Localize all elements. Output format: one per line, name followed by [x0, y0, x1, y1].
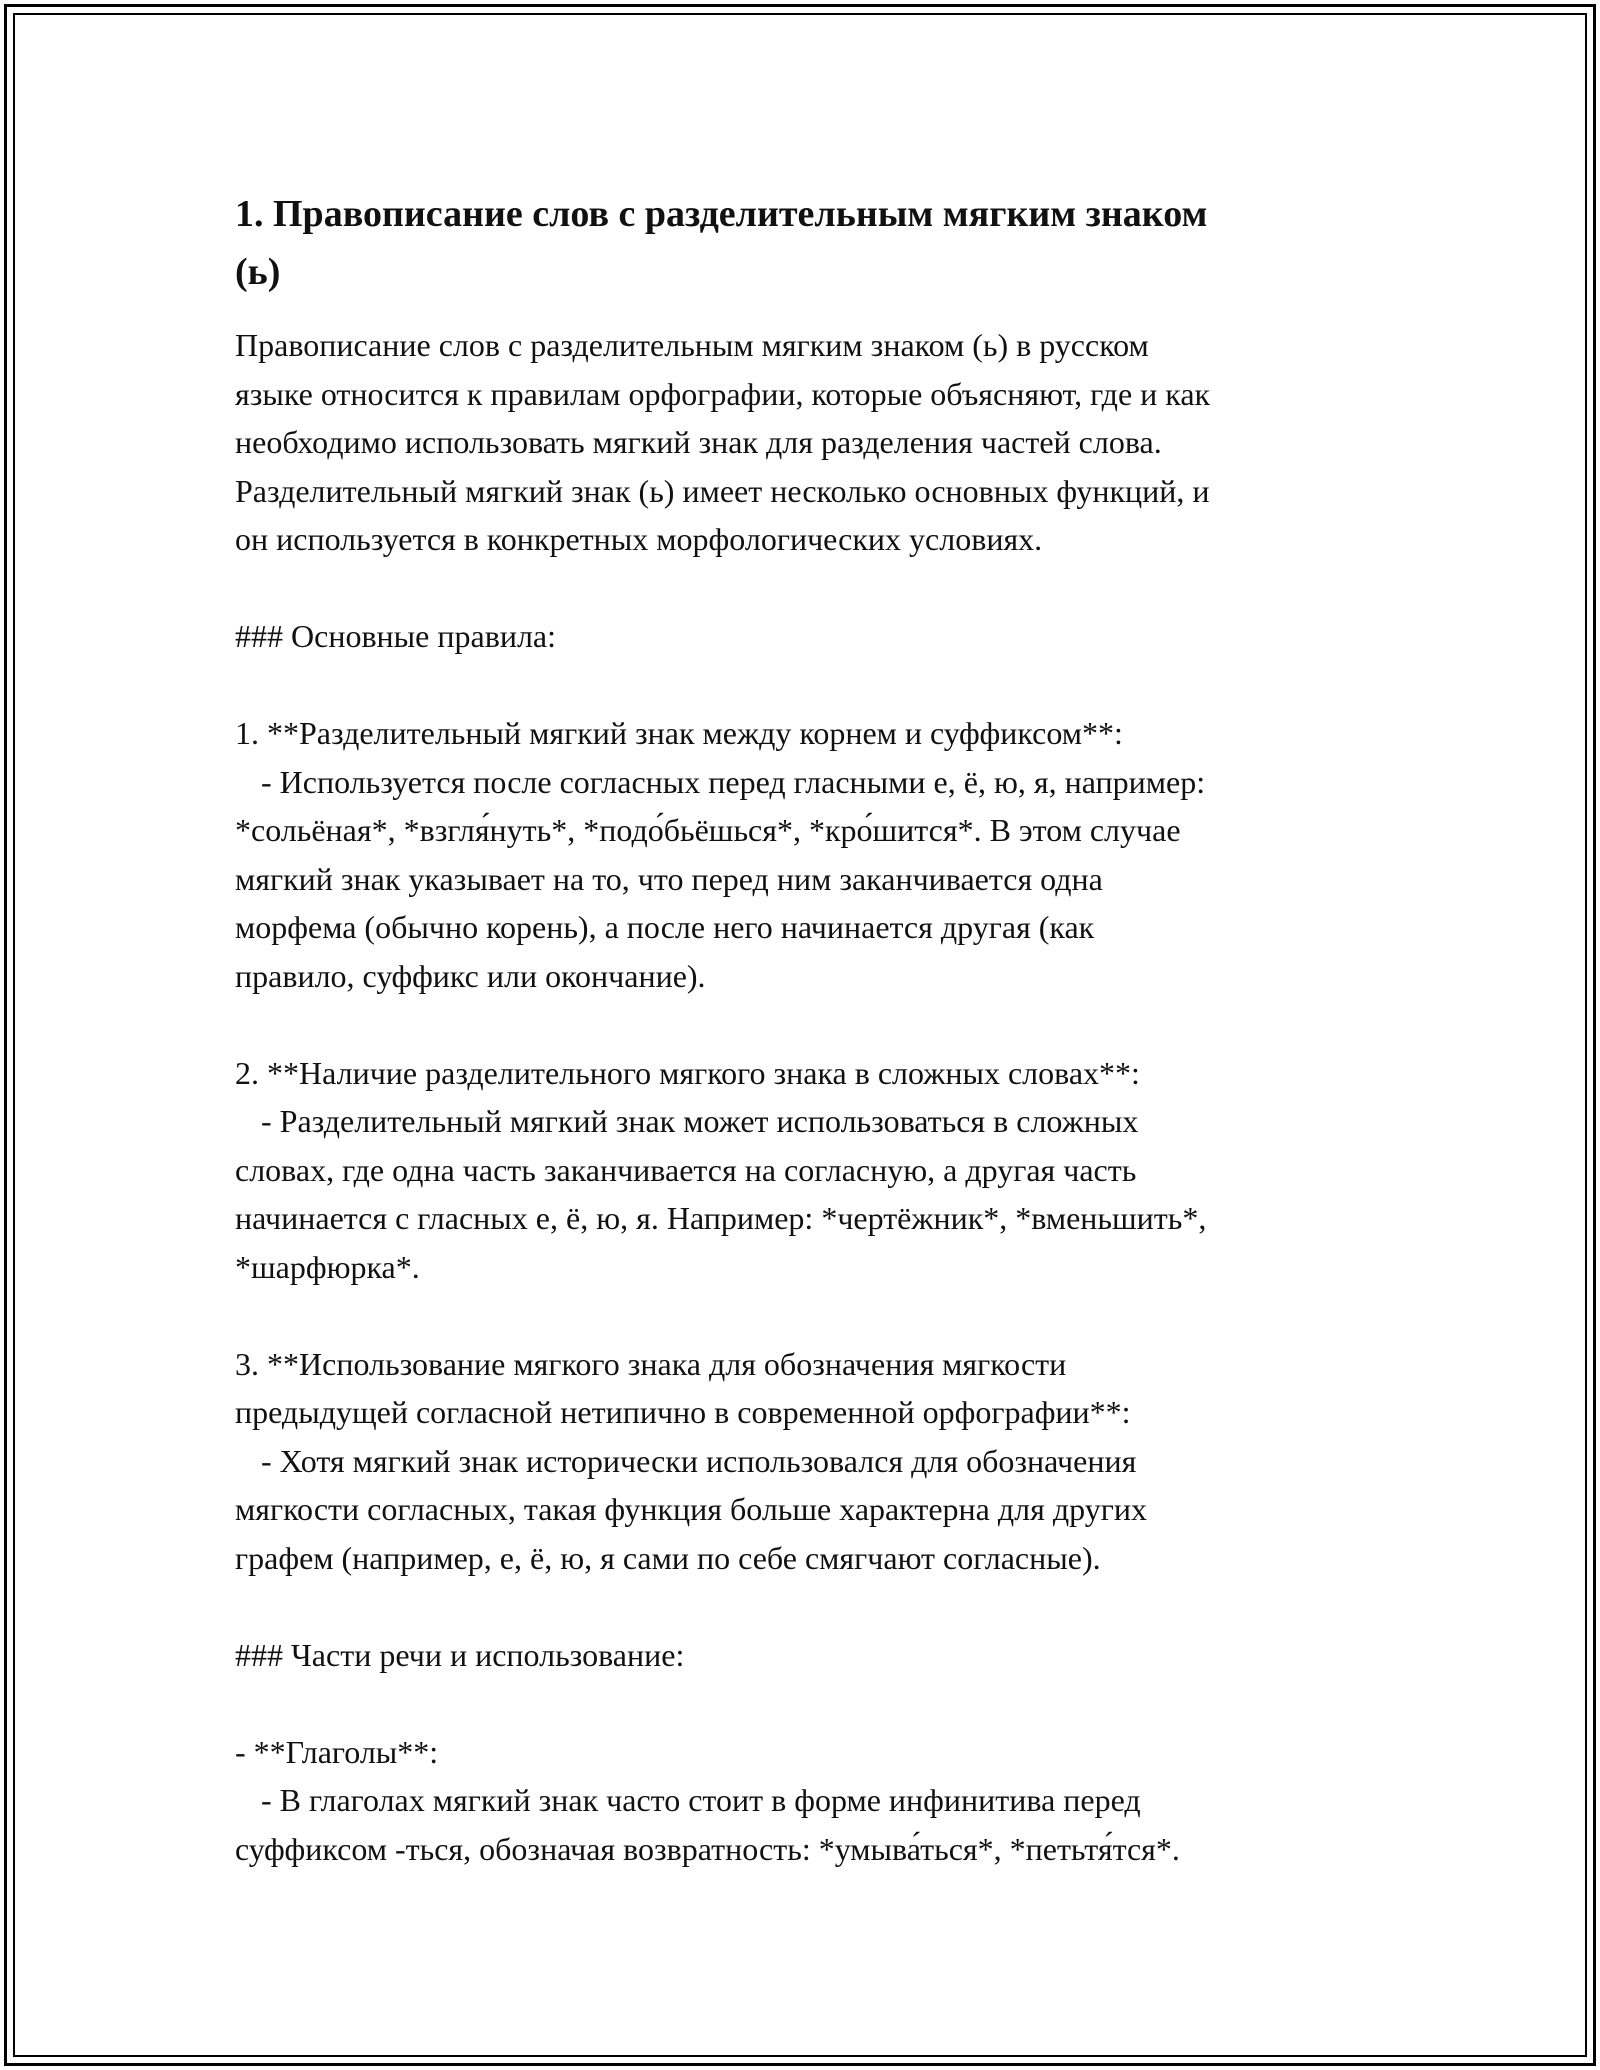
rule-1-line: правило, суффикс или окончание).: [235, 957, 706, 994]
verbs-item: [235, 1728, 1415, 1874]
title-line-1: 1. Правописание слов с разделительным мягким знаком: [235, 193, 1208, 235]
section-heading-parts-of-speech: ### Части речи и использование:: [235, 1636, 685, 1673]
spacer: [235, 1679, 1415, 1728]
rule-3-line: - Хотя мягкий знак исторически использовался для обозначения: [261, 1442, 1137, 1479]
rule-2-heading: 2. **Наличие разделительного мягкого знака в сложных словах**:: [235, 1054, 1140, 1091]
verbs-line: - В глаголах мягкий знак часто стоит в форме инфинитива перед: [261, 1782, 1141, 1818]
rule-3: [235, 1340, 1415, 1583]
rule-1-line: *сольёная*, *взгля́нуть*, *подо́бьёшься*, *кро́шится*. В этом случае: [235, 812, 1181, 848]
intro-line: языке относится к правилам орфографии, которые объясняют, где и как: [235, 375, 1211, 412]
intro-paragraph: [235, 321, 1415, 564]
intro-line: Правописание слов с разделительным мягким знаком (ь) в русском: [235, 327, 1149, 363]
document-body: [235, 185, 1415, 1873]
intro-line: он используется в конкретных морфологических условиях.: [235, 521, 1043, 557]
spacer: [235, 1000, 1415, 1049]
rule-3-heading: 3. **Использование мягкого знака для обозначения мягкости: [235, 1345, 1067, 1382]
document-title: [235, 185, 1415, 301]
spacer: [235, 1291, 1415, 1340]
rule-2-line: *шарфюрка*.: [235, 1248, 420, 1285]
spacer: [235, 661, 1415, 710]
spacer: [235, 1582, 1415, 1631]
verbs-heading: - **Глаголы**:: [235, 1733, 439, 1770]
intro-line: Разделительный мягкий знак (ь) имеет несколько основных функций, и: [235, 472, 1210, 509]
verbs-line: суффиксом -ться, обозначая возвратность: *умыва́ться*, *петьтя́тся*.: [235, 1830, 1180, 1867]
rule-2: [235, 1049, 1415, 1292]
rule-1: [235, 709, 1415, 1000]
spacer: [235, 564, 1415, 613]
rule-2-line: словах, где одна часть заканчивается на согласную, а другая часть: [235, 1151, 1137, 1188]
rule-2-line: начинается с гласных е, ё, ю, я. Например: *чертёжник*, *вменьшить*,: [235, 1200, 1207, 1236]
rule-3-line: графем (например, е, ё, ю, я сами по себе смягчают согласные).: [235, 1539, 1101, 1576]
rule-3-line: мягкости согласных, такая функция больше характерна для других: [235, 1491, 1147, 1527]
rule-1-heading: 1. **Разделительный мягкий знак между корнем и суффиксом**:: [235, 715, 1123, 751]
title-line-2: (ь): [235, 251, 281, 293]
rule-1-line: - Используется после согласных перед гласными е, ё, ю, я, например:: [261, 763, 1206, 800]
rule-3-heading: предыдущей согласной нетипично в современной орфографии**:: [235, 1394, 1131, 1430]
intro-line: необходимо использовать мягкий знак для разделения частей слова.: [235, 424, 1162, 460]
rule-2-line: - Разделительный мягкий знак может использоваться в сложных: [261, 1103, 1139, 1139]
rule-1-line: морфема (обычно корень), а после него начинается другая (как: [235, 909, 1095, 945]
section-heading-rules: ### Основные правила:: [235, 618, 556, 654]
rule-1-line: мягкий знак указывает на то, что перед ним заканчивается одна: [235, 860, 1103, 897]
